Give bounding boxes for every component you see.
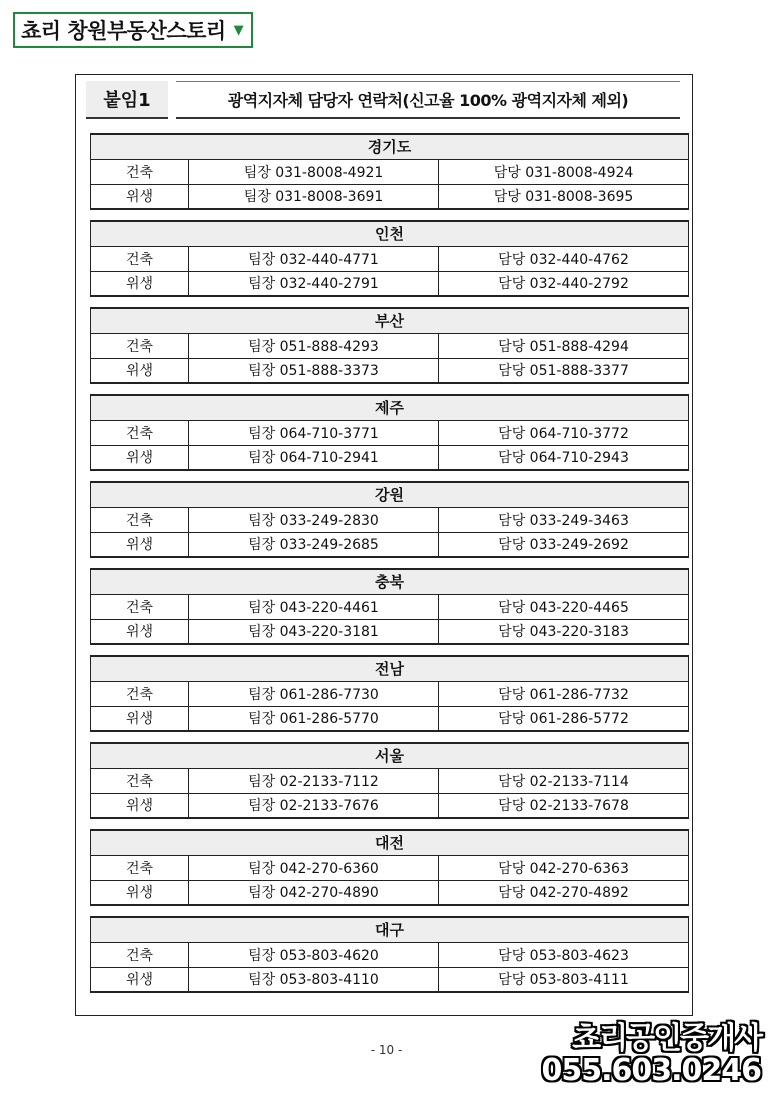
table-row bbox=[91, 880, 689, 905]
table-row bbox=[91, 420, 689, 445]
table-row bbox=[91, 445, 689, 470]
team-lead-contact: 팀장 061-286-7730 bbox=[189, 681, 439, 706]
staff-contact: 담당 053-803-4623 bbox=[439, 942, 689, 967]
region-name: 충북 bbox=[91, 569, 689, 594]
region-table bbox=[90, 568, 689, 645]
region-table bbox=[90, 394, 689, 471]
blog-category-tag[interactable] bbox=[13, 12, 253, 48]
staff-contact: 담당 042-270-4892 bbox=[439, 880, 689, 905]
team-lead-contact: 팀장 043-220-4461 bbox=[189, 594, 439, 619]
staff-contact: 담당 061-286-7732 bbox=[439, 681, 689, 706]
category-cell: 위생 bbox=[91, 358, 189, 383]
table-row bbox=[91, 184, 689, 209]
staff-contact: 담당 051-888-3377 bbox=[439, 358, 689, 383]
table-row bbox=[91, 768, 689, 793]
watermark-phone: 055.603.0246 bbox=[541, 1053, 761, 1088]
category-cell: 위생 bbox=[91, 967, 189, 992]
staff-contact: 담당 043-220-4465 bbox=[439, 594, 689, 619]
staff-contact: 담당 042-270-6363 bbox=[439, 855, 689, 880]
team-lead-contact: 팀장 061-286-5770 bbox=[189, 706, 439, 731]
region-table bbox=[90, 220, 689, 297]
table-row bbox=[91, 793, 689, 818]
staff-contact: 담당 02-2133-7114 bbox=[439, 768, 689, 793]
table-row bbox=[91, 271, 689, 296]
team-lead-contact: 팀장 02-2133-7112 bbox=[189, 768, 439, 793]
table-row bbox=[91, 942, 689, 967]
category-cell: 위생 bbox=[91, 445, 189, 470]
category-cell: 위생 bbox=[91, 793, 189, 818]
document-title: 광역지자체 담당자 연락처(신고율 100% 광역지자체 제외) bbox=[176, 81, 680, 119]
staff-contact: 담당 02-2133-7678 bbox=[439, 793, 689, 818]
team-lead-contact: 팀장 043-220-3181 bbox=[189, 619, 439, 644]
table-row bbox=[91, 333, 689, 358]
team-lead-contact: 팀장 032-440-4771 bbox=[189, 246, 439, 271]
table-row bbox=[91, 594, 689, 619]
table-row bbox=[91, 532, 689, 557]
staff-contact: 담당 064-710-2943 bbox=[439, 445, 689, 470]
team-lead-contact: 팀장 053-803-4110 bbox=[189, 967, 439, 992]
region-name: 서울 bbox=[91, 743, 689, 768]
region-table bbox=[90, 481, 689, 558]
category-cell: 위생 bbox=[91, 619, 189, 644]
region-name: 인천 bbox=[91, 221, 689, 246]
category-cell: 건축 bbox=[91, 159, 189, 184]
staff-contact: 담당 043-220-3183 bbox=[439, 619, 689, 644]
team-lead-contact: 팀장 051-888-4293 bbox=[189, 333, 439, 358]
team-lead-contact: 팀장 042-270-6360 bbox=[189, 855, 439, 880]
region-table bbox=[90, 655, 689, 732]
region-name: 대구 bbox=[91, 917, 689, 942]
category-cell: 위생 bbox=[91, 271, 189, 296]
table-row bbox=[91, 507, 689, 532]
category-cell: 위생 bbox=[91, 532, 189, 557]
region-name: 강원 bbox=[91, 482, 689, 507]
table-row bbox=[91, 855, 689, 880]
watermark-name: 쵸리공인중개사 bbox=[572, 1021, 761, 1056]
category-cell: 위생 bbox=[91, 706, 189, 731]
region-contact-tables bbox=[90, 133, 688, 1003]
region-table bbox=[90, 307, 689, 384]
watermark bbox=[541, 1021, 761, 1088]
staff-contact: 담당 051-888-4294 bbox=[439, 333, 689, 358]
category-cell: 건축 bbox=[91, 507, 189, 532]
team-lead-contact: 팀장 064-710-2941 bbox=[189, 445, 439, 470]
staff-contact: 담당 033-249-3463 bbox=[439, 507, 689, 532]
team-lead-contact: 팀장 033-249-2830 bbox=[189, 507, 439, 532]
table-row bbox=[91, 681, 689, 706]
staff-contact: 담당 061-286-5772 bbox=[439, 706, 689, 731]
category-cell: 건축 bbox=[91, 942, 189, 967]
staff-contact: 담당 031-8008-4924 bbox=[439, 159, 689, 184]
region-table bbox=[90, 916, 689, 993]
blog-tag-label: 쵸리 창원부동산스토리 bbox=[21, 19, 226, 43]
team-lead-contact: 팀장 032-440-2791 bbox=[189, 271, 439, 296]
table-row bbox=[91, 706, 689, 731]
page-number: - 10 - bbox=[370, 1043, 403, 1057]
table-row bbox=[91, 358, 689, 383]
attachment-badge: 붙임1 bbox=[86, 81, 168, 119]
region-name: 경기도 bbox=[91, 134, 689, 159]
team-lead-contact: 팀장 031-8008-4921 bbox=[189, 159, 439, 184]
staff-contact: 담당 032-440-2792 bbox=[439, 271, 689, 296]
document-heading bbox=[86, 81, 680, 119]
document-page bbox=[75, 74, 693, 1016]
team-lead-contact: 팀장 02-2133-7676 bbox=[189, 793, 439, 818]
team-lead-contact: 팀장 033-249-2685 bbox=[189, 532, 439, 557]
category-cell: 건축 bbox=[91, 333, 189, 358]
region-name: 대전 bbox=[91, 830, 689, 855]
category-cell: 건축 bbox=[91, 855, 189, 880]
region-name: 부산 bbox=[91, 308, 689, 333]
table-row bbox=[91, 246, 689, 271]
team-lead-contact: 팀장 051-888-3373 bbox=[189, 358, 439, 383]
category-cell: 위생 bbox=[91, 880, 189, 905]
category-cell: 건축 bbox=[91, 246, 189, 271]
category-cell: 건축 bbox=[91, 768, 189, 793]
staff-contact: 담당 064-710-3772 bbox=[439, 420, 689, 445]
region-table bbox=[90, 829, 689, 906]
category-cell: 위생 bbox=[91, 184, 189, 209]
region-table bbox=[90, 133, 689, 210]
category-cell: 건축 bbox=[91, 420, 189, 445]
staff-contact: 담당 033-249-2692 bbox=[439, 532, 689, 557]
table-row bbox=[91, 967, 689, 992]
team-lead-contact: 팀장 031-8008-3691 bbox=[189, 184, 439, 209]
category-cell: 건축 bbox=[91, 681, 189, 706]
staff-contact: 담당 031-8008-3695 bbox=[439, 184, 689, 209]
region-name: 제주 bbox=[91, 395, 689, 420]
table-row bbox=[91, 619, 689, 644]
region-table bbox=[90, 742, 689, 819]
team-lead-contact: 팀장 053-803-4620 bbox=[189, 942, 439, 967]
team-lead-contact: 팀장 064-710-3771 bbox=[189, 420, 439, 445]
table-row bbox=[91, 159, 689, 184]
staff-contact: 담당 053-803-4111 bbox=[439, 967, 689, 992]
staff-contact: 담당 032-440-4762 bbox=[439, 246, 689, 271]
category-cell: 건축 bbox=[91, 594, 189, 619]
team-lead-contact: 팀장 042-270-4890 bbox=[189, 880, 439, 905]
region-name: 전남 bbox=[91, 656, 689, 681]
triangle-down-icon: ▼ bbox=[233, 22, 244, 38]
